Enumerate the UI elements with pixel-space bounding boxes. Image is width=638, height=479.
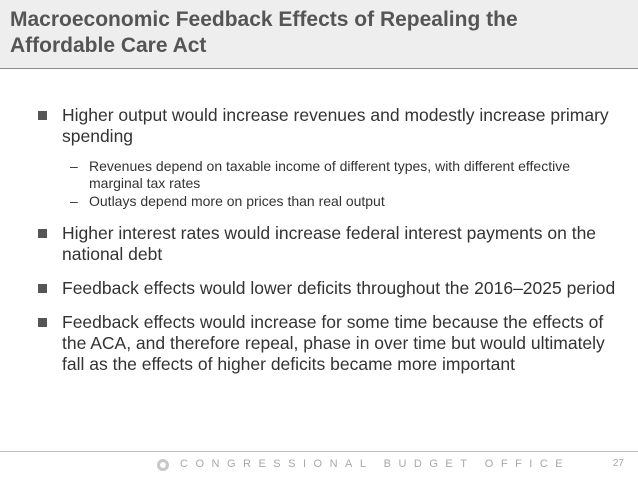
bullet-item (38, 312, 618, 375)
sub-bullet-text: Revenues depend on taxable income of different types, with different effective marginal tax rates (89, 158, 570, 191)
bullet-text: Higher output would increase revenues and modestly increase primary spending (62, 105, 609, 146)
sub-bullet-list (62, 158, 618, 210)
footer-divider (0, 451, 638, 452)
footer-organization: CONGRESSIONAL BUDGET OFFICE (180, 458, 571, 470)
square-bullet-icon (38, 318, 47, 327)
slide-title: Macroeconomic Feedback Effects of Repealing the Affordable Care Act (10, 8, 518, 57)
cbo-logo-icon (157, 459, 169, 471)
bullet-text: Feedback effects would increase for some time because the effects of the ACA, and therefore repeal, phase in over time but would ultimately fall as the effects of higher deficits became more important (62, 312, 605, 374)
bullet-item (38, 278, 618, 299)
bullet-text: Feedback effects would lower deficits throughout the 2016–2025 period (62, 278, 616, 298)
sub-bullet-item (62, 193, 618, 210)
square-bullet-icon (38, 111, 47, 120)
dash-bullet-icon: – (70, 158, 78, 174)
bullet-text: Higher interest rates would increase federal interest payments on the national debt (62, 223, 597, 264)
slide-content (38, 105, 618, 388)
bullet-item (38, 223, 618, 265)
sub-bullet-text: Outlays depend more on prices than real output (89, 193, 385, 209)
slide-footer (0, 457, 638, 477)
page-number: 27 (612, 458, 624, 469)
square-bullet-icon (38, 284, 47, 293)
dash-bullet-icon: – (70, 193, 78, 209)
square-bullet-icon (38, 229, 47, 238)
bullet-item (38, 105, 618, 210)
sub-bullet-item (62, 158, 618, 192)
title-bar (0, 0, 638, 69)
